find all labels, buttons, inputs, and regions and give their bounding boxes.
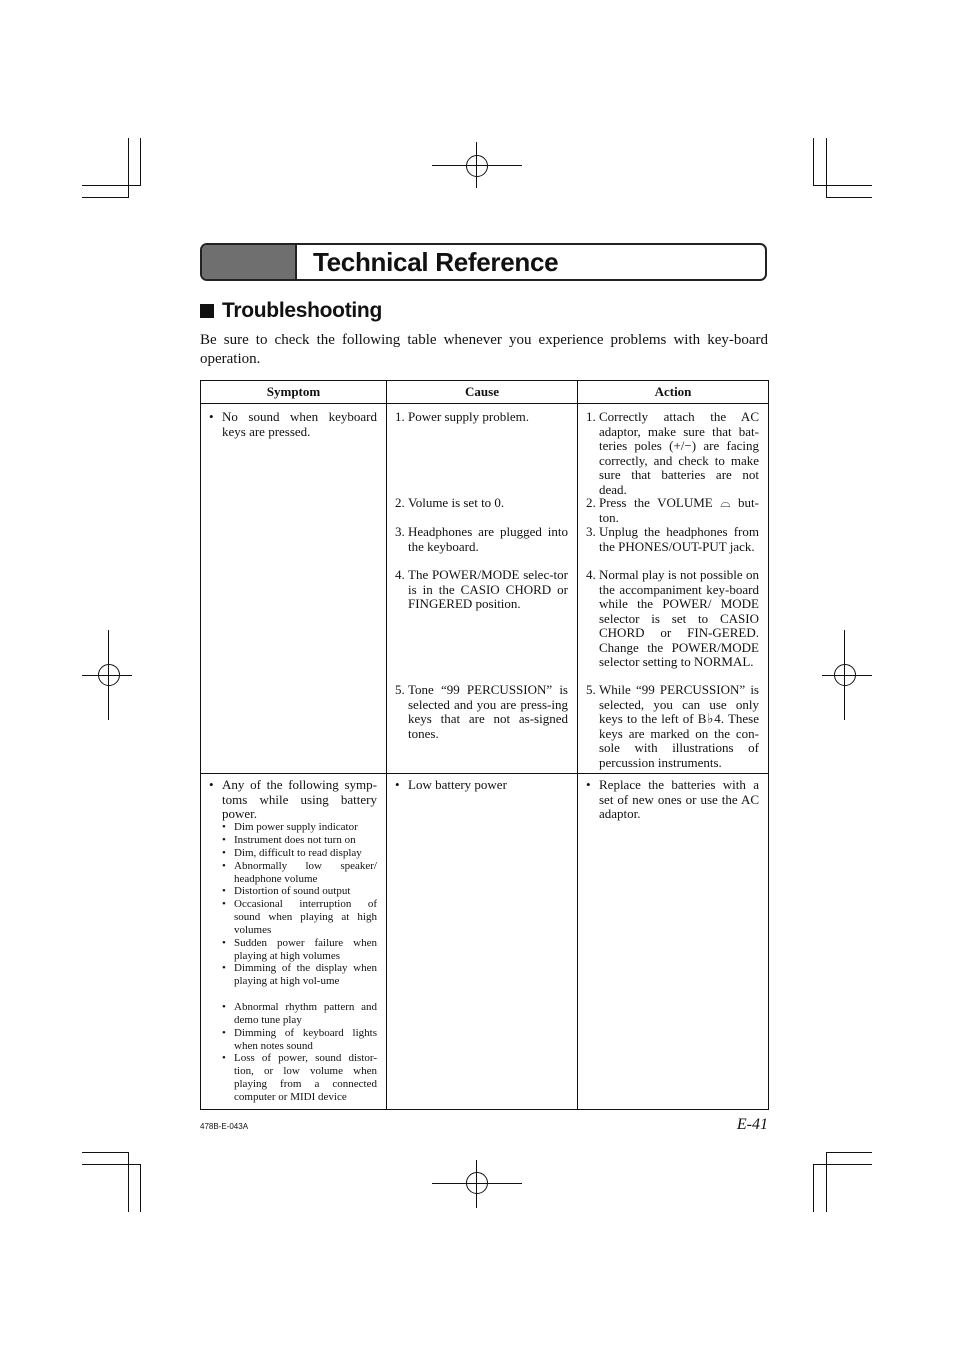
- cause-item-1: 1. Power supply problem.: [395, 409, 529, 424]
- action-item-3: 3. Unplug the headphones from the PHONES/OUT-PUT jack.: [586, 524, 759, 554]
- cause-item-2: 2. Volume is set to 0.: [395, 495, 505, 510]
- action-item-2: 2. Press the VOLUME ⌓ but-ton.: [586, 495, 759, 525]
- header-symptom: Symptom: [201, 381, 387, 404]
- action-cell: [578, 404, 769, 774]
- symptom-cell: [201, 404, 387, 774]
- sub-symptom: • Occasional interruption of sound when playing at high volumes: [222, 898, 377, 936]
- symptom-cell: [201, 774, 387, 1110]
- action-item: • Replace the batteries with a set of new ones or use the AC adaptor.: [586, 777, 759, 821]
- sub-symptom: • Dim, difficult to read display: [222, 847, 362, 859]
- chapter-title-bar: [200, 243, 767, 281]
- cause-item-3: 3. Headphones are plugged into the keyboard.: [395, 524, 568, 554]
- sub-symptom: • Loss of power, sound distor-tion, or low volume when playing from a connected computer or MIDI device: [222, 1052, 377, 1103]
- action-item-5: 5. While “99 PERCUSSION” is selected, you can use only keys to the left of B♭4. These keys are marked on the con-sole with illustrations of percussion instruments.: [586, 682, 759, 770]
- section-title: Troubleshooting: [222, 299, 382, 322]
- title-accent-block: [202, 245, 297, 279]
- sub-symptom: • Dimming of the display when playing at high vol-ume: [222, 962, 377, 987]
- cause-item: • Low battery power: [395, 777, 507, 792]
- header-action: Action: [578, 381, 769, 404]
- intro-paragraph: Be sure to check the following table whenever you experience problems with key-board operation.: [200, 332, 768, 367]
- action-cell: [578, 774, 769, 1110]
- header-cause: Cause: [387, 381, 578, 404]
- document-code: 478B-E-043A: [200, 1122, 249, 1131]
- cause-item-4: 4. The POWER/MODE selec-tor is in the CASIO CHORD or FINGERED position.: [395, 567, 568, 611]
- action-item-4: 4. Normal play is not possible on the accompaniment key-board while the POWER/ MODE selector is set to CASIO CHORD or FIN-GERED. Change the POWER/MODE selector setting to NORMAL.: [586, 567, 759, 669]
- sub-symptom: • Dim power supply indicator: [222, 821, 358, 833]
- sub-symptom: • Sudden power failure when playing at high volumes: [222, 937, 377, 962]
- sub-symptom: • Distortion of sound output: [222, 885, 351, 897]
- chapter-title: Technical Reference: [313, 247, 559, 277]
- page-number: E-41: [736, 1116, 768, 1133]
- table-row: [201, 404, 769, 774]
- sub-symptom: • Abnormal rhythm pattern and demo tune play: [222, 1001, 377, 1026]
- symptom-item: • Any of the following symp-toms while using battery power.: [209, 777, 377, 821]
- action-item-1: 1. Correctly attach the AC adaptor, make sure that bat-teries poles (+/−) are facing correctly, and check to make sure that batteries are not dead.: [586, 409, 759, 497]
- table-header-row: [201, 381, 769, 404]
- table-row: [201, 774, 769, 1110]
- troubleshooting-table: [200, 380, 769, 1110]
- cause-cell: [387, 404, 578, 774]
- section-heading: [200, 299, 382, 323]
- sub-symptom: • Instrument does not turn on: [222, 834, 356, 846]
- square-bullet-icon: [200, 304, 214, 318]
- cause-item-5: 5. Tone “99 PERCUSSION” is selected and you are press-ing keys that are not as-signed tones.: [395, 682, 568, 741]
- symptom-item: • No sound when keyboard keys are pressed.: [209, 409, 377, 439]
- cause-cell: [387, 774, 578, 1110]
- sub-symptom: • Abnormally low speaker/ headphone volume: [222, 860, 377, 885]
- sub-symptom: • Dimming of keyboard lights when notes sound: [222, 1027, 377, 1052]
